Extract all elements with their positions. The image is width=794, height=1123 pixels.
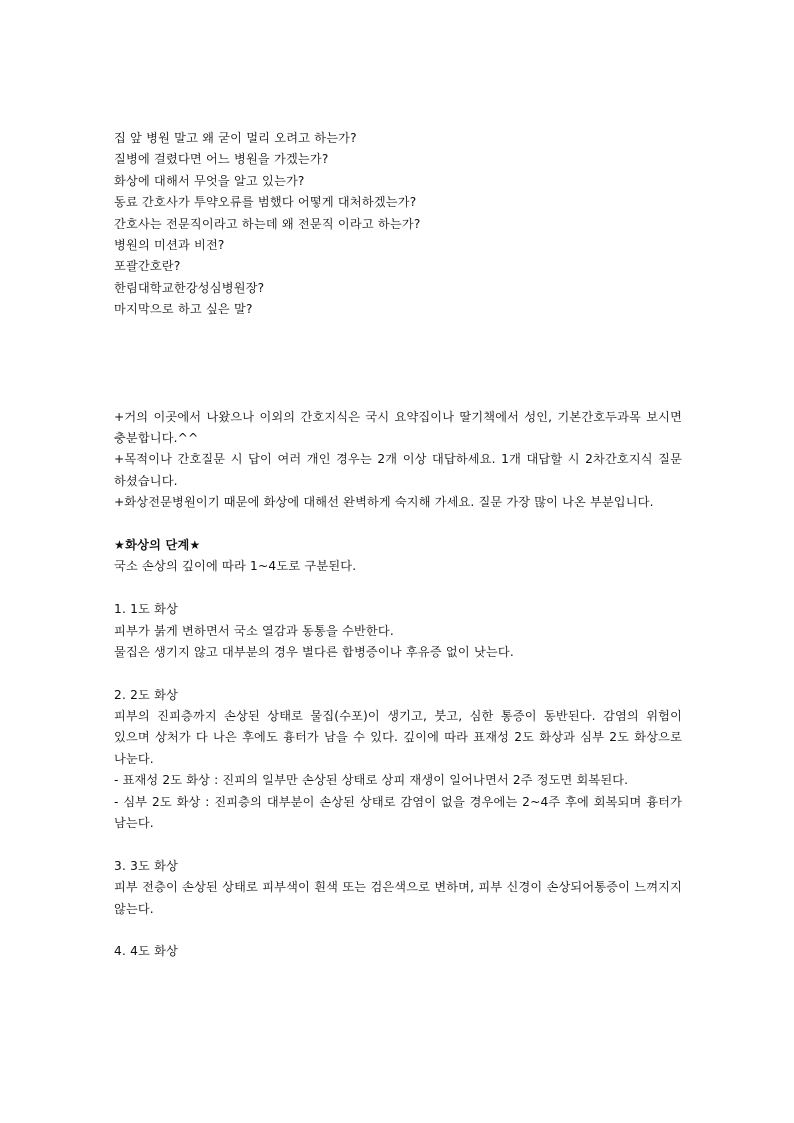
question-item: 질병에 걸렸다면 어느 병원을 가겠는가?: [114, 152, 329, 167]
first-degree-text: 피부가 붉게 변하면서 국소 열감과 동통을 수반한다.: [114, 623, 394, 638]
question-item: 동료 간호사가 투약오류를 범했다 어떻게 대처하겠는가?: [114, 195, 417, 210]
tip-paragraph: +목적이나 간호질문 시 답이 여러 개인 경우는 2개 이상 대답하세요. 1개 대답할 시 2차간호지식 질문 하셨습니다.: [114, 452, 682, 488]
spacer: [114, 663, 682, 684]
second-degree-heading: 2. 2도 화상: [114, 687, 179, 702]
spacer: [114, 321, 682, 407]
tip-paragraph: +화상전문병원이기 때문에 화상에 대해선 완벽하게 숙지해 가세요. 질문 가장 많이 나온 부분입니다.: [114, 495, 654, 510]
question-item: 마지막으로 하고 싶은 말?: [114, 302, 253, 317]
tip-paragraph: +거의 이곳에서 나왔으나 이외의 간호지식은 국시 요약집이나 딸기책에서 성인, 기본간호두과목 보시면 충분합니다.^^: [114, 409, 682, 445]
document-body: [114, 128, 682, 963]
first-degree-heading: 1. 1도 화상: [114, 602, 179, 617]
question-item: 간호사는 전문직이라고 하는데 왜 전문직 이라고 하는가?: [114, 216, 421, 231]
first-degree-text: 물집은 생기지 않고 대부분의 경우 별다른 합병증이나 후유증 없이 낫는다.: [114, 644, 514, 659]
spacer: [114, 578, 682, 599]
burn-section: [114, 535, 682, 963]
fourth-degree-heading: 4. 4도 화상: [114, 944, 179, 959]
question-item: 포괄간호란?: [114, 259, 181, 274]
deep-second-degree-text: - 심부 2도 화상 : 진피층의 대부분이 손상된 상태로 감염이 없을 경우에는 2~4주 후에 회복되며 흉터가 남는다.: [114, 794, 682, 831]
section-intro: 국소 손상의 깊이에 따라 1~4도로 구분된다.: [114, 559, 357, 574]
tips-section: [114, 407, 682, 514]
question-item: 병원의 미션과 비전?: [114, 237, 225, 252]
second-degree-text: 피부의 진피층까지 손상된 상태로 물집(수포)이 생기고, 붓고, 심한 통증이 동반된다. 감염의 위험이 있으며 상처가 다 나은 후에도 흉터가 남을 수 있다. 깊이에 따라 표재성 2도 화상과 심부 2도 화상으로 나눈다.: [114, 709, 682, 766]
third-degree-text: 피부 전층이 손상된 상태로 피부색이 흰색 또는 검은색으로 변하며, 피부 신경이 손상되어통증이 느껴지지 않는다.: [114, 880, 682, 916]
third-degree-heading: 3. 3도 화상: [114, 858, 179, 873]
question-item: 화상에 대해서 무엇을 알고 있는가?: [114, 173, 305, 188]
question-list: [114, 128, 682, 321]
section-title: ★화상의 단계★: [114, 537, 201, 552]
question-item: 한림대학교한강성심병원장?: [114, 280, 265, 295]
spacer: [114, 835, 682, 856]
question-item: 집 앞 병원 말고 왜 굳이 멀리 오려고 하는가?: [114, 131, 357, 145]
spacer: [114, 514, 682, 535]
spacer: [114, 920, 682, 941]
superficial-second-degree-text: - 표재성 2도 화상 : 진피의 일부만 손상된 상태로 상피 재생이 일어나면서 2주 정도면 회복된다.: [114, 773, 629, 788]
